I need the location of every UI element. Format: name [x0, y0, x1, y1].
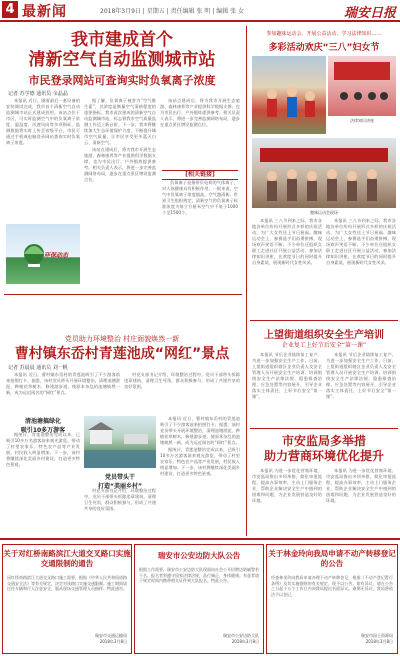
- lead-body-col1: [6, 98, 80, 222]
- sports-caption: 趣味运动会现场: [310, 210, 338, 215]
- second-subhead-1-line1: 清池塘搞绿化: [24, 418, 61, 425]
- notice-traffic-sign: 瑞安市交通运输局 2018年3月8日: [95, 633, 127, 644]
- lead-byline: 记者 苏学德 通讯员 余晶晶: [8, 91, 68, 97]
- related-link-body: [162, 180, 238, 290]
- second-body-a: [6, 372, 120, 412]
- second-subhead-2-line2: 打造“美丽乡村”: [98, 483, 142, 490]
- second-body-c: [6, 432, 80, 532]
- header-meta: 2018年3月9日 | 星期五 | 责任编辑 张 明 | 编辑 张 女: [100, 8, 245, 15]
- shangwang-body-2: [326, 352, 396, 424]
- second-body-e: [160, 416, 240, 532]
- right-divider-1: [250, 320, 398, 321]
- safety-bureau-headline: [250, 434, 398, 464]
- notice-border-police-sign: 瑞安市公安边防大队 2018年3月8日: [223, 633, 259, 644]
- safety-bureau-body-1: [252, 468, 322, 534]
- shangwang-body-1: [252, 352, 322, 424]
- notice-traffic-body: 因红桥南路滨江大道交叉路口施工需要，根据《中华人民共和国道路交通安全法》等有关规定，决定对该路口实施交通限制。施工期间请过往车辆和行人注意安全，服从现场交通管理人员指挥。特此通告。: [7, 575, 127, 592]
- shangwang-paragraph-2: 本报讯 节后企业陆续复工复产，为进一步加强安全生产工作，日前，上望街道组织辖区企业负责人及安全管理人员开展安全生产培训。培训围绕安全生产法律法规、隐患排查治理、应急处置等内容展开，引导企业落实主体责任，上好节后安全“第一课”。: [326, 352, 396, 399]
- second-paragraph-1: 本报讯 近日，曹村镇东岙村的青莲池吸引了不少游客前来拍照打卡。据悉，该村党员带头开展环境整治，清理池塘淤泥，种植花草树木，修建游步道，使原本杂乱的池塘焕然一新，成为远近闻名的“网红”景点。: [6, 372, 120, 395]
- notice-traffic: [2, 544, 132, 654]
- pond-photo: [84, 416, 156, 468]
- second-subhead-2-line1: 党员带头干: [104, 474, 135, 481]
- womens-day-paragraph-2: 本报讯 三八节到来之际，我市各地各单位纷纷开展形式多样的庆祝活动，为广大女性送上节日祝福。趣味运动会上，参赛选手们奋勇拼搏，现场欢声笑语不断。不少单位还组织女职工走进社区开展公益活动，参加法律知识讲座，在欢度节日的同时提升自身素质，展现新时代女性风采。: [326, 218, 396, 265]
- section-title: 最新闻: [22, 4, 67, 20]
- sports-meet-photo: [252, 56, 326, 134]
- lecture-caption: 法律知识讲座: [350, 118, 374, 123]
- lead-body-col2: [84, 98, 156, 290]
- safety-bureau-paragraph-2: 本报讯 为进一步优化营商环境，市安监局推出多项举措，简化审批流程，提高办事效率，主动上门服务企业，帮助企业解决安全生产中遇到的困难和问题，为企业发展营造良好的环境。: [326, 468, 396, 503]
- notices-divider: [0, 538, 400, 540]
- page-number: 4: [2, 1, 18, 18]
- second-paragraph-2: 村党支部书记介绍，环境整治过程中，党员干部带头拆除违章建筑，清理卫生死角，群众积极参与，形成了共建共享的良好氛围。: [124, 372, 240, 389]
- notice-property: [266, 544, 398, 654]
- womens-day-body-1: [252, 218, 322, 316]
- notice-property-sign: 瑞安市国土资源局 2018年3月8日: [361, 633, 393, 644]
- column-divider: [246, 26, 247, 536]
- second-paragraph-3b: 据统计，青莲池整治完成以来，已吸引10多万名游客前来观光游览，带动了村里农家乐、特色农产品等产业发展，村民收入明显增加。下一步，该村将继续深化美丽乡村建设，打造更多特色景观。: [160, 447, 240, 476]
- second-body-b: [124, 372, 240, 412]
- lead-paragraph-1: 本报讯 近日，随着最后一套设备的安装调试完成，我市首个清新空气自动监测城市站正式建成投用。该站点位于市区，可实时监测空气中的负氧离子浓度、温湿度、风速风向等多项指标，监测数据将实时上传至省级平台，市民可通过手机或电脑登录网站查询实时负氧离子浓度。: [6, 98, 80, 145]
- lead-paragraph-2: 据了解，负氧离子被誉为“空气维生素”，其浓度是衡量空气清新程度的重要指标。我市此次建成的清新空气自动监测城市站，标志着我市空气质量监测工作迈上新台阶。下一步，我市将继续加大生态环境保护力度，不断提升城市空气质量，让市民享受更多蓝天白云、清新空气。: [84, 98, 156, 145]
- eco-logo-text: 环保动态: [44, 252, 69, 259]
- safety-bureau-body-2: [326, 468, 396, 534]
- notice-traffic-title: 关于对红桥南路滨江大道交叉路口实施交通限制的通告: [3, 549, 131, 568]
- womens-day-body-2: [326, 218, 396, 316]
- eco-logo-graphic: [6, 224, 80, 284]
- related-link-paragraph: 负氧离子是指带负电荷的气体离子，对人体健康具有积极作用。一般来说，空气中负氧离子浓度越高，空气越清新。世界卫生组织规定，清新空气的负氧离子标准浓度为每立方厘米空气中不低于1000个至1500个。: [162, 180, 238, 215]
- womens-day-kicker: 参加趣味运动会、开展公益活动、学习法律知识……: [266, 31, 382, 37]
- shangwang-subtitle: 企业复工上好节后安全“第一课”: [281, 342, 367, 349]
- second-subtitle: 党员助力环境整治 村庄面貌焕然一新: [64, 335, 180, 343]
- safety-bureau-headline-line2: 助力营商环境优化提升: [263, 449, 384, 463]
- lead-paragraph-3b: 该站点建成后，将为我市开展生态旅游、森林康养等产业提供科学数据支撑，也为市民出行、户外锻炼提供参考。相关负责人表示，将进一步完善监测网络布局，逐步在重点景区增设监测点位。: [160, 98, 240, 127]
- lead-headline-line2: 清新空气自动监测城市站: [28, 50, 216, 70]
- group-photo-graphic: [252, 138, 396, 208]
- notice-property-body: 经查林金玲向我局申请办理不动产转移登记，根据《不动产登记暂行条例》及其实施细则的有关规定，现予以公告。如有异议，请在公告之日起十五个工作日内向我局提出书面异议。逾期无异议，我局将依法予以登记。: [271, 575, 393, 597]
- notice-border-police-body: 根据工作需要，瑞安市公安边防大队现面向社会公开招聘边防辅警若干名。报名者须遵守国家法律法规，品行端正，身体健康。有意者请于规定时间内携带相关证件到大队报名。特此公告。: [139, 567, 259, 584]
- shangwang-headline: 上望街道组织安全生产培训: [264, 330, 384, 341]
- pond-scene-graphic: [84, 416, 156, 468]
- section-divider: [4, 294, 242, 295]
- lead-body-col3: [160, 98, 240, 168]
- second-paragraph-2b: 村党支部书记介绍，环境整治过程中，党员干部带头拆除违章建筑，清理卫生死角，群众积极参与，形成了共建共享的良好氛围。: [84, 488, 156, 511]
- sports-meet-graphic: [252, 56, 326, 134]
- eco-logo-image: [6, 224, 80, 284]
- second-byline: 记者 苏晨晨 通讯员 刘一帆: [8, 365, 68, 371]
- right-divider-2: [250, 428, 398, 429]
- second-headline: 曹村镇东岙村青莲池成“网红”景点: [14, 346, 230, 362]
- newspaper-logo: 瑞安日报: [343, 6, 396, 21]
- second-subhead-1-line2: 吸引10多万游客: [20, 427, 66, 434]
- second-body-d: [84, 488, 156, 532]
- lecture-graphic: [328, 56, 396, 116]
- lead-headline-line1: 我市建成首个: [71, 30, 173, 50]
- safety-bureau-headline-line1: 市安监局多举措: [281, 434, 366, 448]
- womens-day-paragraph-1: 本报讯 三八节到来之际，我市各地各单位纷纷开展形式多样的庆祝活动，为广大女性送上节日祝福。趣味运动会上，参赛选手们奋勇拼搏，现场欢声笑语不断。不少单位还组织女职工走进社区开展公益活动，参加法律知识讲座，在欢度节日的同时提升自身素质，展现新时代女性风采。: [252, 218, 322, 265]
- lead-subtitle: 市民登录网站可查询实时负氧离子浓度: [28, 74, 216, 87]
- lead-paragraph-3: 该站点建成后，将为我市开展生态旅游、森林康养等产业提供科学数据支撑，也为市民出行、户外锻炼提供参考。相关负责人表示，将进一步完善监测网络布局，逐步在重点景区增设监测点位。: [84, 147, 156, 182]
- related-link-heading: [相关链接]: [162, 170, 238, 180]
- page-header: [0, 0, 400, 22]
- safety-bureau-paragraph-1: 本报讯 为进一步优化营商环境，市安监局推出多项举措，简化审批流程，提高办事效率，主动上门服务企业，帮助企业解决安全生产中遇到的困难和问题，为企业发展营造良好的环境。: [252, 468, 322, 503]
- group-photo: [252, 138, 396, 208]
- second-paragraph-1b: 本报讯 近日，曹村镇东岙村的青莲池吸引了不少游客前来拍照打卡。据悉，该村党员带头开展环境整治，清理池塘淤泥，种植花草树木，修建游步道，使原本杂乱的池塘焕然一新，成为远近闻名的“网红”景点。: [160, 416, 240, 445]
- womens-day-headline: 多彩活动欢庆“三八”妇女节: [268, 43, 380, 53]
- lecture-photo: [328, 56, 396, 116]
- notice-property-title: 关于林金玲向我局申请不动产转移登记的公告: [268, 549, 396, 568]
- notice-border-police-title: 瑞安市公安边防大队公告: [157, 551, 241, 560]
- second-paragraph-3: 据统计，青莲池整治完成以来，已吸引10多万名游客前来观光游览，带动了村里农家乐、特色农产品等产业发展，村民收入明显增加。下一步，该村将继续深化美丽乡村建设，打造更多特色景观。: [6, 432, 80, 467]
- lead-headline: [0, 30, 244, 70]
- notice-border-police: [134, 544, 264, 654]
- shangwang-paragraph-1: 本报讯 节后企业陆续复工复产，为进一步加强安全生产工作，日前，上望街道组织辖区企业负责人及安全管理人员开展安全生产培训。培训围绕安全生产法律法规、隐患排查治理、应急处置等内容展开，引导企业落实主体责任，上好节后安全“第一课”。: [252, 352, 322, 399]
